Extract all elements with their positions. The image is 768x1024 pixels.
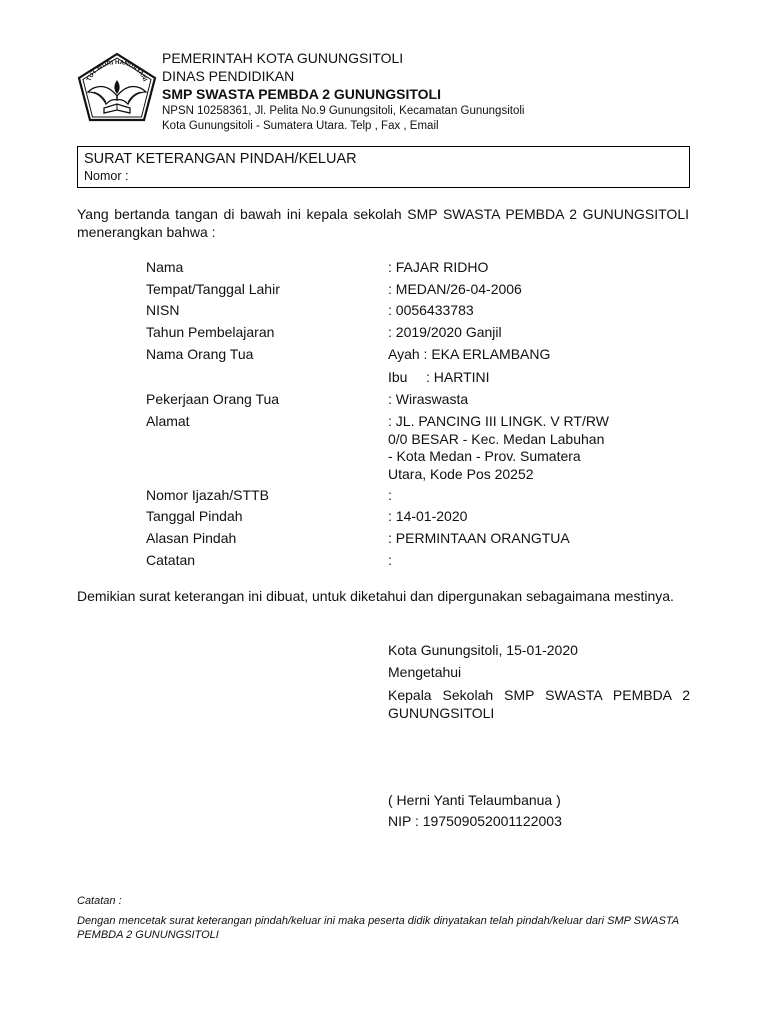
- field-label-ttl: Tempat/Tanggal Lahir: [146, 281, 280, 297]
- letterhead-department: DINAS PENDIDIKAN: [162, 68, 295, 84]
- letterhead-school-name: SMP SWASTA PEMBDA 2 GUNUNGSITOLI: [162, 86, 441, 102]
- field-label-ortu: Nama Orang Tua: [146, 346, 254, 362]
- footnote-label: Catatan :: [77, 895, 122, 907]
- alamat-line-4: Utara, Kode Pos 20252: [388, 465, 534, 482]
- letter-title: SURAT KETERANGAN PINDAH/KELUAR: [84, 151, 357, 167]
- field-label-nama: Nama: [146, 259, 184, 275]
- letterhead-government: PEMERINTAH KOTA GUNUNGSITOLI: [162, 50, 404, 66]
- field-label-tahun: Tahun Pembelajaran: [146, 324, 275, 340]
- alamat-line-3: - Kota Medan - Prov. Sumatera: [388, 448, 581, 464]
- field-value-catatan: :: [388, 552, 392, 568]
- field-value-ibu-name: : HARTINI: [426, 369, 490, 385]
- field-value-ijazah: :: [388, 487, 392, 503]
- letterhead-address: NPSN 10258361, Jl. Pelita No.9 Gunungsitoli, Kecamatan Gunungsitoli: [162, 105, 525, 117]
- logo-text: TUT WURI HANDAYANI: [85, 58, 149, 83]
- field-label-ijazah: Nomor Ijazah/STTB: [146, 487, 269, 503]
- letterhead-city-contact: Kota Gunungsitoli - Sumatera Utara. Telp , Fax , Email: [162, 120, 439, 132]
- field-value-nama: : FAJAR RIDHO: [388, 259, 489, 275]
- footnote-text: Dengan mencetak surat keterangan pindah/keluar ini maka peserta didik dinyatakan telah pindah/keluar dari SMP SWASTA PEMBDA 2 GUNUNGSITOLI: [77, 915, 679, 941]
- field-label-nisn: NISN: [146, 302, 180, 318]
- signature-nip: NIP : 197509052001122003: [388, 813, 562, 829]
- field-label-ibu: Ibu: [388, 369, 408, 385]
- field-value-pekerjaan: : Wiraswasta: [388, 391, 469, 407]
- field-value-alasan: : PERMINTAAN ORANGTUA: [388, 530, 570, 546]
- closing-paragraph: Demikian surat keterangan ini dibuat, untuk diketahui dan dipergunakan sebagaimana mestinya.: [77, 588, 674, 604]
- alamat-line-2: 0/0 BESAR - Kec. Medan Labuhan: [388, 430, 605, 447]
- field-label-pekerjaan: Pekerjaan Orang Tua: [146, 391, 280, 407]
- intro-paragraph: Yang bertanda tangan di bawah ini kepala sekolah SMP SWASTA PEMBDA 2 GUNUNGSITOLI menerangkan bahwa :: [77, 206, 689, 240]
- field-label-alasan: Alasan Pindah: [146, 530, 237, 546]
- field-value-tahun: : 2019/2020 Ganjil: [388, 324, 502, 340]
- signature-place-date: Kota Gunungsitoli, 15-01-2020: [388, 642, 578, 658]
- field-label-alamat: Alamat: [146, 413, 190, 429]
- field-value-tanggal-pindah: : 14-01-2020: [388, 508, 468, 524]
- field-value-ttl: : MEDAN/26-04-2006: [388, 281, 522, 297]
- field-value-ayah: Ayah : EKA ERLAMBANG: [388, 346, 551, 362]
- letterhead: [162, 49, 722, 134]
- field-label-catatan: Catatan: [146, 552, 196, 568]
- field-value-nisn: : 0056433783: [388, 302, 474, 318]
- tut-wuri-handayani-emblem-icon: [76, 52, 158, 124]
- school-logo: [76, 52, 158, 124]
- field-label-tanggal-pindah: Tanggal Pindah: [146, 508, 243, 524]
- svg-text:TUT WURI HANDAYANI: [86, 59, 149, 83]
- field-value-ibu: [388, 368, 490, 386]
- signature-name: ( Herni Yanti Telaumbanua ): [388, 792, 561, 808]
- letter-number: Nomor :: [84, 169, 129, 183]
- letter-title-box: [77, 146, 690, 188]
- signature-mengetahui: Mengetahui: [388, 664, 462, 680]
- signature-position: Kepala Sekolah SMP SWASTA PEMBDA 2 GUNUNGSITOLI: [388, 687, 690, 721]
- field-value-alamat: [388, 413, 638, 483]
- alamat-line-1: : JL. PANCING III LINGK. V RT/RW: [388, 413, 609, 429]
